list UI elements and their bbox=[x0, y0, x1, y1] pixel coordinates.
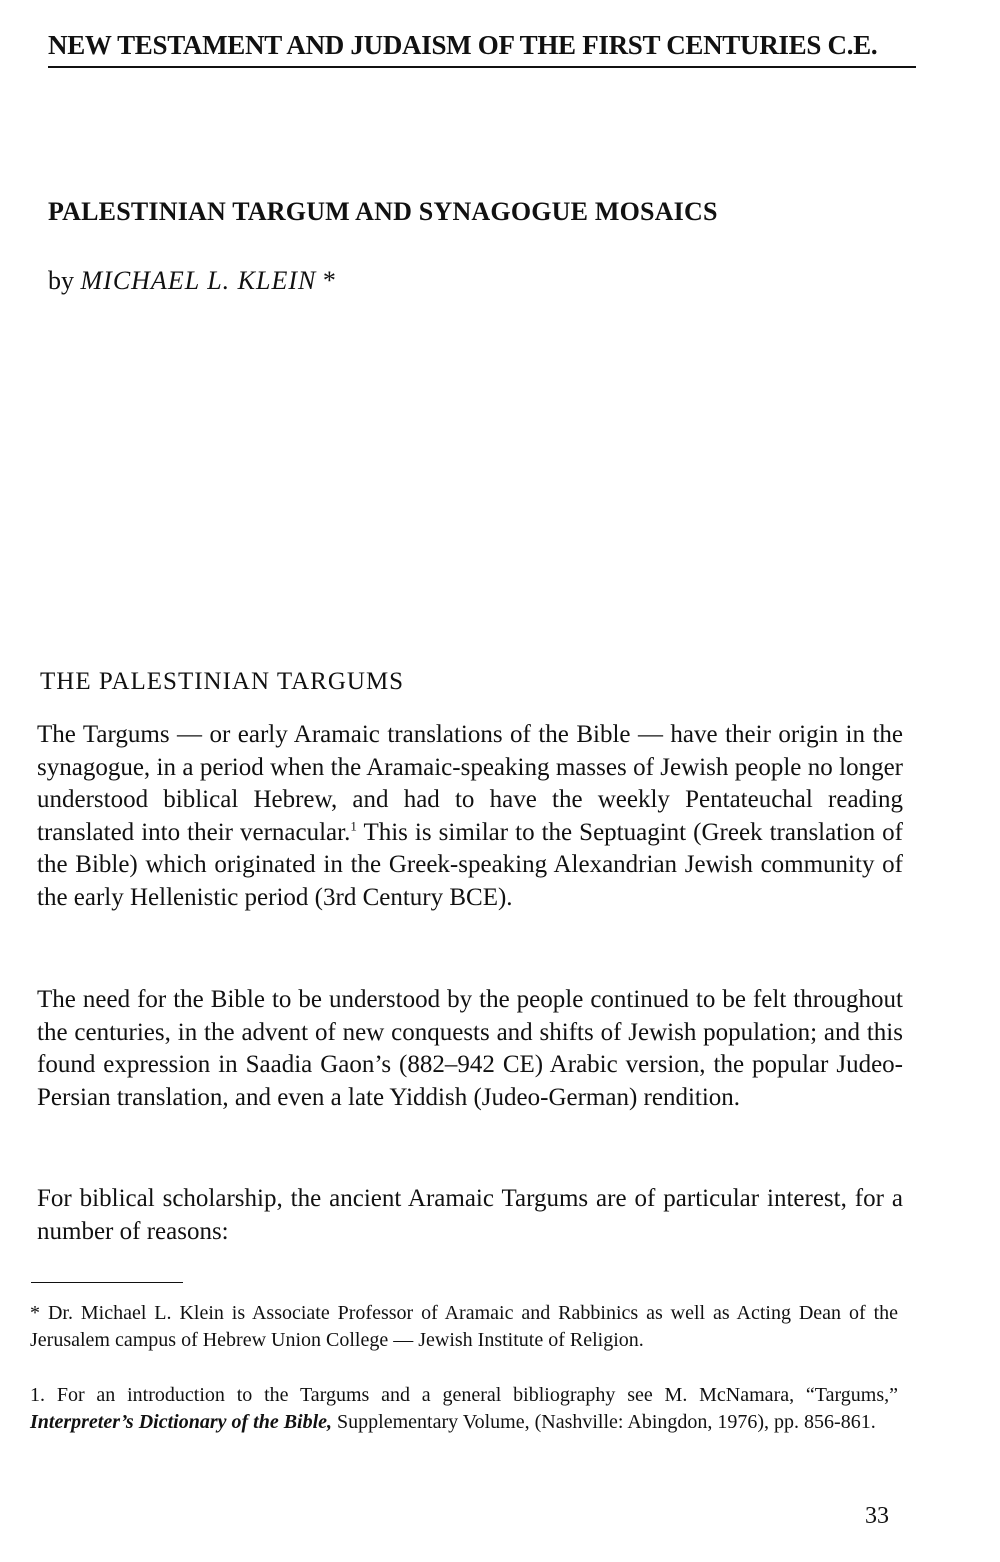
footnote-cited-title: Interpreter’s Dictionary of the Bible, bbox=[30, 1411, 333, 1433]
author-footnote-mark: * bbox=[322, 266, 336, 295]
footnote-text-continued: Supplementary Volume, (Nashville: Abingdon, 1976), pp. 856-861. bbox=[337, 1411, 876, 1433]
body-paragraph bbox=[37, 719, 903, 914]
footnote-mark: * bbox=[30, 1302, 40, 1324]
paragraph-text: For biblical scholarship, the ancient Aramaic Targums are of particular interest, for a number of reasons: bbox=[37, 1185, 903, 1245]
paragraph-text: The need for the Bible to be understood by the people continued to be felt throughout the centuries, in the advent of new conquests and shifts of Jewish population; and this found expression in Saadia Gaon’s (882–942 CE) Arabic version, the popular Judeo-Persian translation, and even a late Yiddish (Judeo-German) rendition. bbox=[37, 986, 903, 1111]
footnote-author bbox=[30, 1300, 898, 1354]
footnote-reference: 1 bbox=[350, 818, 357, 834]
body-paragraph bbox=[37, 984, 903, 1114]
footnote-text: For an introduction to the Targums and a general bibliography see M. McNamara, “Targums,” bbox=[56, 1384, 899, 1406]
paragraph-text: The Targums — or early Aramaic translations of the Bible — have their origin in the synagogue, in a period when the Aramaic-speaking masses of Jewish people no longer understood biblical Hebrew, and had to have the weekly Pentateuchal reading translated into their vernacular. bbox=[37, 721, 903, 846]
body-paragraph bbox=[37, 1183, 903, 1248]
running-head: NEW TESTAMENT AND JUDAISM OF THE FIRST CENTURIES C.E. bbox=[48, 30, 878, 60]
footnote-1 bbox=[30, 1382, 898, 1436]
author-name: MICHAEL L. KLEIN bbox=[80, 266, 317, 295]
footnote-separator bbox=[31, 1282, 183, 1283]
byline-prefix: by bbox=[48, 266, 74, 295]
page-number: 33 bbox=[865, 1503, 889, 1529]
byline bbox=[48, 266, 336, 296]
footnote-mark: 1. bbox=[30, 1384, 45, 1406]
running-head-rule bbox=[48, 66, 916, 68]
article-title: PALESTINIAN TARGUM AND SYNAGOGUE MOSAICS bbox=[48, 197, 718, 226]
paragraph-text-continued: This is similar to the Septuagint (Greek translation of the Bible) which originated in the Greek-speaking Alexandrian Jewish community of the early Hellenistic period (3rd Century BCE). bbox=[37, 818, 903, 911]
section-heading: THE PALESTINIAN TARGUMS bbox=[40, 668, 405, 695]
footnote-text: Dr. Michael L. Klein is Associate Professor of Aramaic and Rabbinics as well as Acting Dean of the Jerusalem campus of Hebrew Union College — Jewish Institute of Religion. bbox=[30, 1302, 899, 1351]
